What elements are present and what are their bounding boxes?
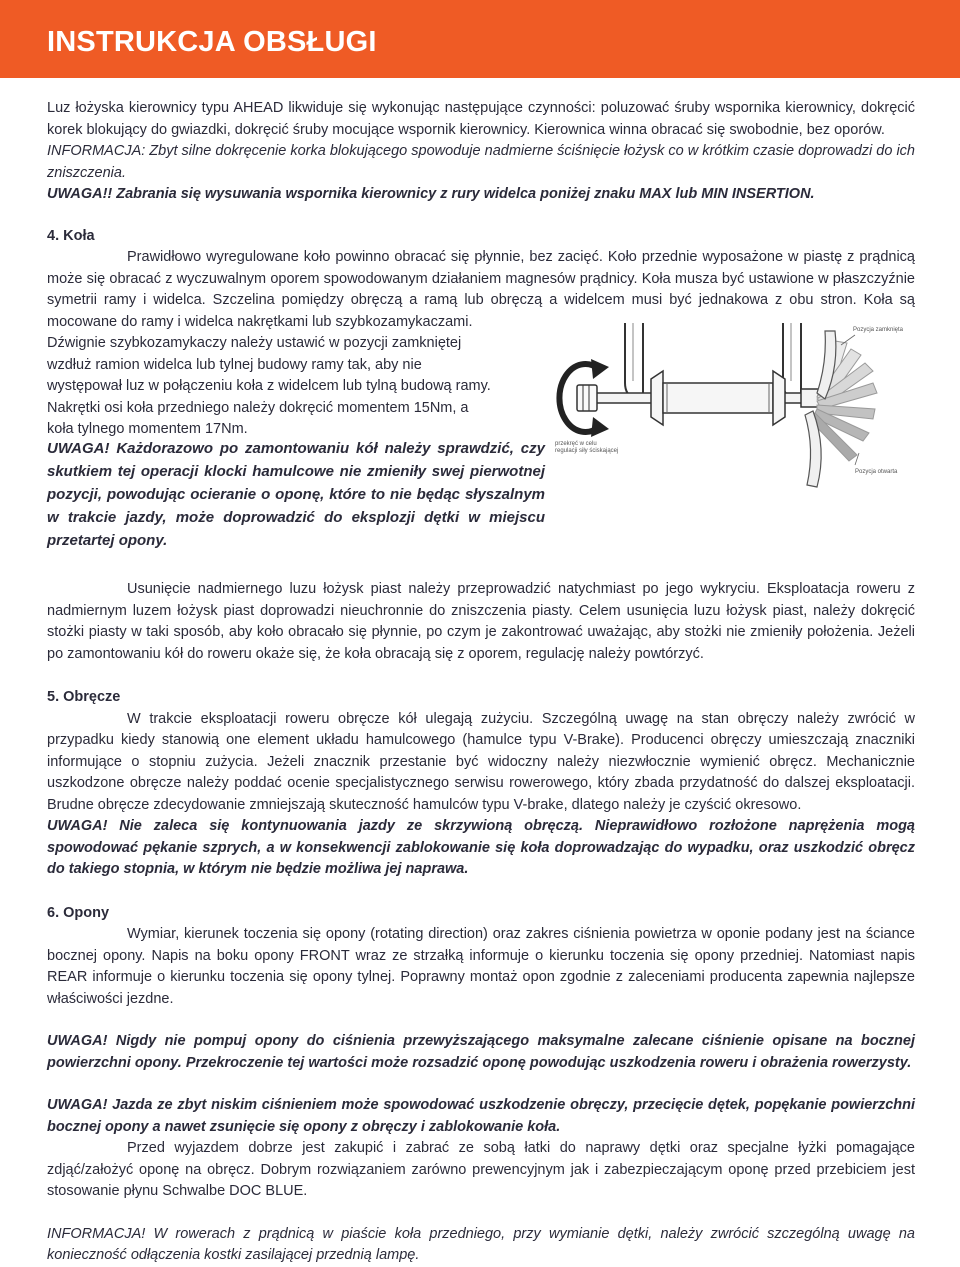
tires-paragraph-2: Przed wyjazdem dobrze jest zakupić i zabrać ze sobą łatki do naprawy dętki oraz specjalne łyżki pomagające zdjąć/założyć oponę na obręcz. Dobrym rozwiązaniem zarówno prewencyjnym jak i zabezpieczającym oponę przed przebiciem jest stosowanie płynu Schwalbe DOC BLUE. [47, 1140, 915, 1199]
rims-warning: UWAGA! Nie zaleca się kontynuowania jazdy ze skrzywioną obręczą. Nieprawidłowo rozłożone naprężenia mogą spowodować pękanie szprych, a w konsekwencji zablokowanie się koła doprowadzając do wypadku, oraz uszkodzić obręcz do takiego stopnia, w którym nie będzie możliwa jej naprawa. [47, 818, 915, 877]
document-body [47, 98, 915, 1267]
wheels-heading: 4. Koła [47, 227, 95, 244]
tires-info: INFORMACJA! W rowerach z prądnicą w piaście koła przedniego, przy wymianie dętki, należy zwrócić szczególną uwagę na konieczność odłączenia kostki zasilającej przednią lampę. [47, 1225, 915, 1263]
label-open-position: Pozycja otwarta [855, 469, 898, 475]
ahead-paragraph: Luz łożyska kierownicy typu AHEAD likwiduje się wykonując następujące czynności: poluzować śruby wspornika kierownicy, dokręcić korek blokujący do gwiazdki, dokręcić śruby mocujące wspornik kierownicy. Kierownica winna obracać się swobodnie, bez oporów. [47, 100, 915, 138]
label-closed-position: Pozycja zamknięta [853, 327, 904, 333]
wheels-figure-row [47, 327, 915, 579]
ahead-warning: UWAGA!! Zabrania się wysuwania wspornika kierownicy z rury widelca poniżej znaku MAX lub MIN INSERTION. [47, 186, 815, 202]
wheels-warning: UWAGA! Każdorazowo po zamontowaniu kół należy sprawdzić, czy skutkiem tej operacji klocki hamulcowe nie zmieniły swej pierwotnej pozycji, powodując ocieranie o oponę, które to nie będąc słyszalnym w trakcie jazdy, może doprowadzić do eksplozji dętki w miejscu przetartej opony. [47, 440, 545, 549]
quick-release-diagram [555, 323, 915, 543]
label-adjust-2: regulacji siły ściskającej [555, 448, 619, 454]
tires-warning-1: UWAGA! Nigdy nie pompuj opony do ciśnienia przewyższającego maksymalne zalecane ciśnienie opisane na bocznej powierzchni opony. Przekroczenie tej wartości może rozsadzić oponę powodując uszkodzenia roweru i obrażenia rowerzysty. [47, 1033, 915, 1071]
rims-heading: 5. Obręcze [47, 689, 121, 705]
page-header [0, 0, 960, 78]
ahead-info: INFORMACJA: Zbyt silne dokręcenie korka blokującego spowoduje nadmierne ściśnięcie łożysk co w krótkim czasie doprowadzi do ich zniszczenia. [47, 143, 915, 181]
tires-paragraph-1: Wymiar, kierunek toczenia się opony (rotating direction) oraz zakres ciśnienia powietrza w oponie podany jest na ściance bocznej opony. Napis na boku opony FRONT wraz ze strzałką informuje o kierunku toczenia się opony przedniej. Natomiast napis REAR informuje o kierunku toczenia się opony tylnej. Poprawny montaż opon zgodnie z zaleceniami producenta zapewnia najlepsze właściwości jezdne. [47, 926, 915, 1007]
rims-paragraph: W trakcie eksploatacji roweru obręcze kół ulegają zużyciu. Szczególną uwagę na stan obręczy należy zwrócić w przypadku kiedy stanowią one element układu hamulcowego (hamulce typu V-Brake). Producenci obręczy umieszczają znaczniki informujące o stopniu zużycia. Jeżeli znacznik przestanie być widoczny należy niezwłocznie wymienić obręcz. Mechanicznie uszkodzone obręcze należy poddać ocenie specjalistycznego serwisu rowerowego, który zbada przydatność do dalszej eksploatacji. Brudne obręcze zdecydowanie zmniejszają skuteczność hamulców typu V-brake, dlatego należy je czyścić okresowo. [47, 710, 915, 813]
page-title: INSTRUKCJA OBSŁUGI [47, 26, 377, 58]
tires-heading: 6. Opony [47, 904, 110, 921]
label-adjust-1: przekręć w celu [555, 441, 597, 447]
wheels-paragraph-1: Prawidłowo wyregulowane koło powinno obracać się płynnie, bez zacięć. Koło przednie wyposażone w piastę z prądnicą może się obracać z wyczuwalnym oporem spowodowanym działaniem magnesów prądnicy. Koła musza być ustawione w płaszczyźnie symetrii ramy i widelca. Szczelina pomiędzy obręczą a ramą lub obręczą a widelcem musi być jednakowa z obu stron. Koła są mocowane do ramy i widelca nakrętkami lub szybkozamykaczami. [47, 249, 915, 330]
quick-release-figure [555, 323, 915, 543]
tires-warning-2: UWAGA! Jazda ze zbyt niskim ciśnieniem może spowodować uszkodzenie obręczy, przecięcie dętek, popękanie powierzchni bocznej opony a nawet zsunięcie się opony z obręczy i zablokowanie koła. [47, 1097, 915, 1135]
wheels-paragraph-2: Dźwignie szybkozamykaczy należy ustawić w pozycji zamkniętej wzdłuż ramion widelca lub tylnej budowy ramy tak, aby nie występował luz w połączeniu koła z widelcem lub tylną budową ramy. Nakrętki osi koła przedniego należy dokręcić momentem 15Nm, a koła tylnego momentem 17Nm. [47, 335, 491, 437]
wheels-paragraph-3: Usunięcie nadmiernego luzu łożysk piast należy przeprowadzić natychmiast po jego wykryciu. Eksploatacja roweru z nadmiernym luzem łożysk piast doprowadzi nieuchronnie do zniszczenia piasty. Celem usunięcia luzu łożysk piast, należy dokręcić stożki piasty w taki sposób, aby koło obracało się płynnie, po czym je zakontrować uważając, aby stożki nie zmieniły położenia. Jeżeli po zamontowaniu kół do roweru okaże się, że koła obracają się z oporem, regulację należy powtórzyć. [47, 581, 915, 662]
